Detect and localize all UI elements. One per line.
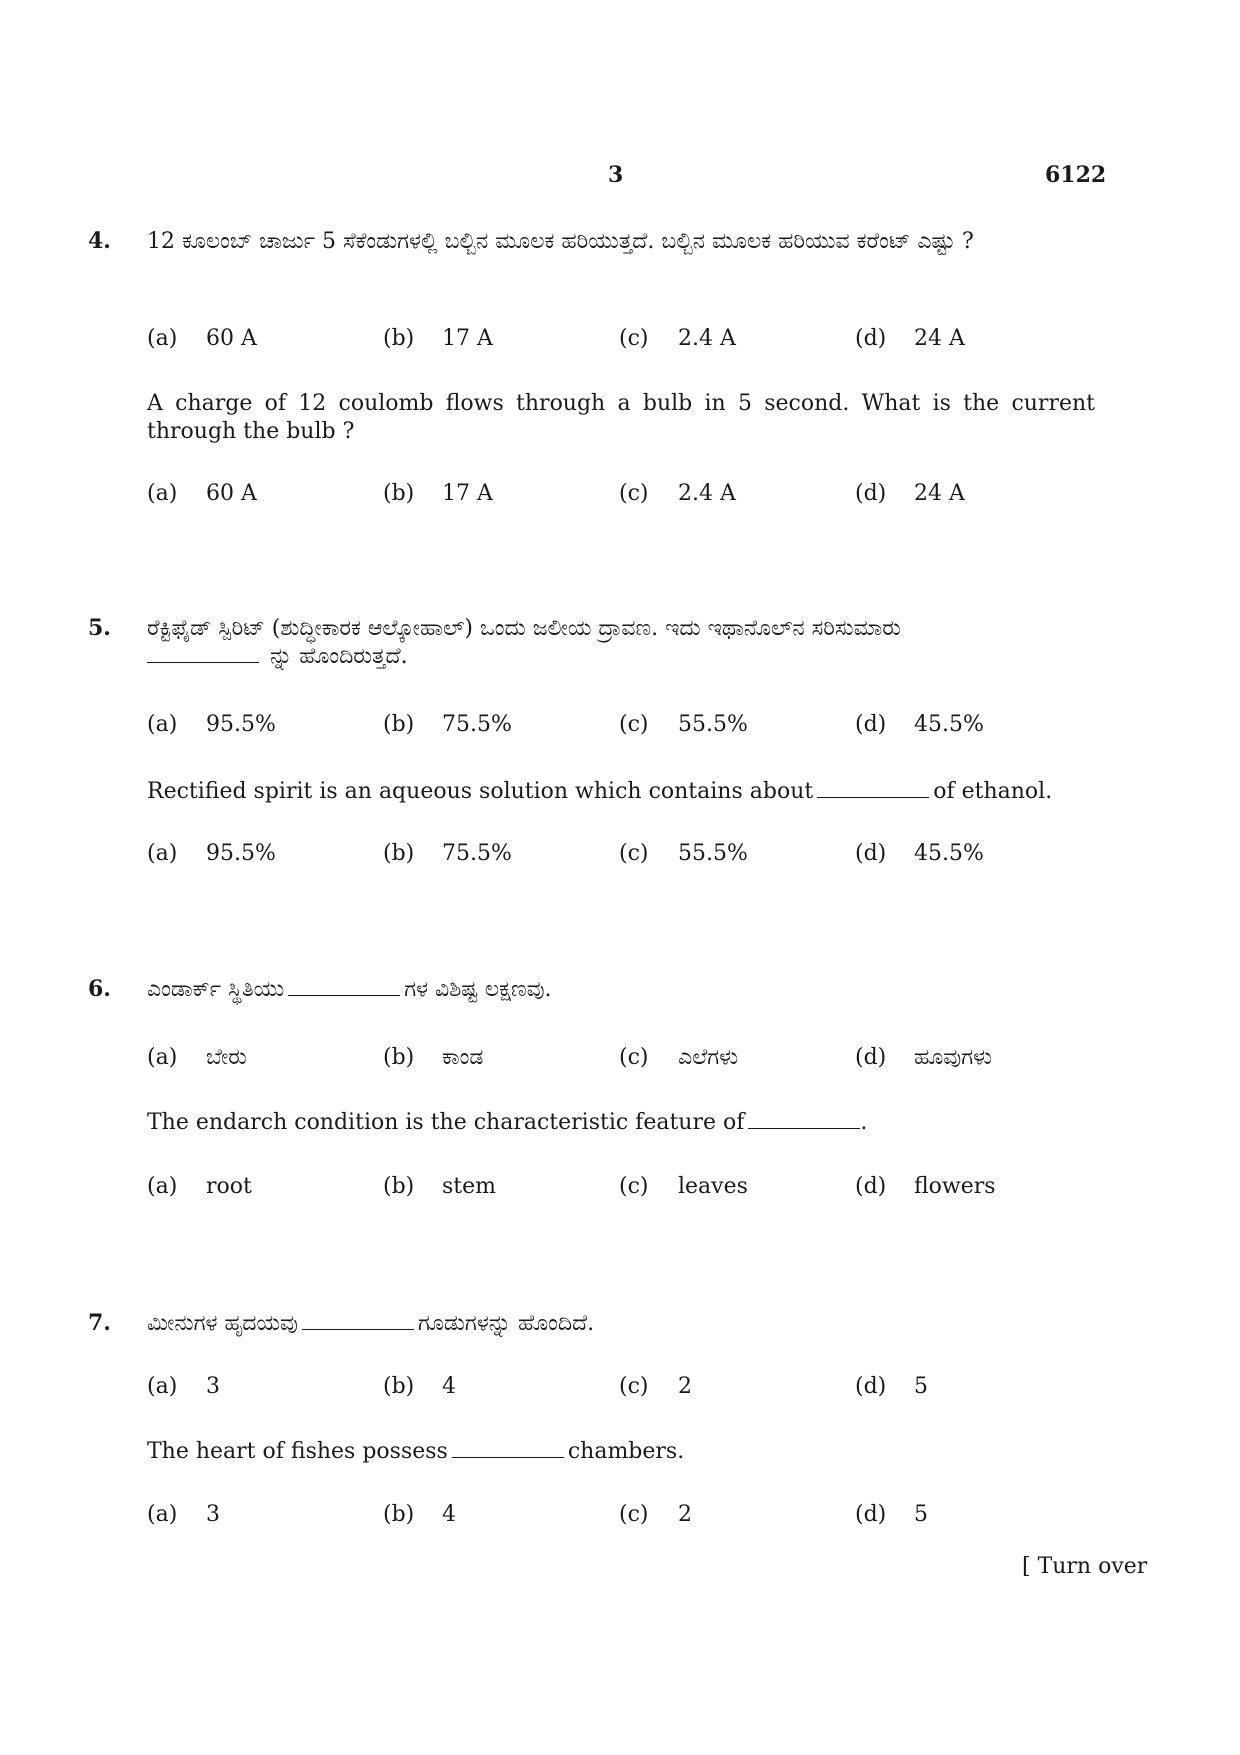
options-row-kannada — [147, 326, 1107, 356]
option-d: (d) 5 — [855, 1502, 928, 1527]
options-row-kannada — [147, 1374, 1107, 1404]
question-number: 7. — [88, 1310, 111, 1336]
answer-blank — [302, 1311, 414, 1330]
option-b: (b) 75.5% — [383, 841, 512, 866]
answer-blank — [288, 977, 400, 996]
option-d: (d) 5 — [855, 1374, 928, 1399]
option-a: (a) ಬೇರು — [147, 1045, 247, 1070]
question-english-text: A charge of 12 coulomb flows through a bulb in 5 second. What is the current through the bulb ? — [147, 391, 1095, 444]
question-kannada-text: ಎಂಡಾರ್ಕ್ ಸ್ಥಿತಿಯು ಗಳ ವಿಶಿಷ್ಟ ಲಕ್ಷಣವು. — [147, 977, 552, 1002]
option-c: (c) 2 — [619, 1374, 692, 1399]
option-d: (d) 24 A — [855, 326, 965, 351]
question-kannada-text: 12 ಕೂಲಂಬ್ ಚಾರ್ಜು 5 ಸೆಕೆಂಡುಗಳಲ್ಲಿ ಬಲ್ಬಿನ ಮೂಲಕ ಹರಿಯುತ್ತದೆ. ಬಲ್ಬಿನ ಮೂಲಕ ಹರಿಯುವ ಕರೆಂಟ್ ಎಷ್ಟು ? — [147, 229, 974, 254]
options-row-english — [147, 1174, 1107, 1204]
question-kannada-text: ರೆಕ್ಟಿಫೈಡ್ ಸ್ಪಿರಿಟ್ (ಶುದ್ಧೀಕಾರಕ ಆಲ್ಕೋಹಾಲ್) ಒಂದು ಜಲೀಯ ದ್ರಾವಣ. ಇದು ಇಥಾನೊಲ್‌ನ ಸರಿಸುಮಾರು ನ್ನು ಹೊಂದಿರುತ್ತದೆ. — [147, 616, 901, 669]
answer-blank — [452, 1439, 564, 1458]
option-a: (a) 95.5% — [147, 712, 276, 737]
option-c: (c) 2 — [619, 1502, 692, 1527]
options-row-kannada — [147, 1045, 1107, 1075]
answer-blank — [748, 1110, 860, 1129]
option-c: (c) 55.5% — [619, 841, 748, 866]
option-a: (a) 3 — [147, 1502, 220, 1527]
option-b: (b) ಕಾಂಡ — [383, 1045, 484, 1070]
options-row-english — [147, 1502, 1107, 1532]
option-c: (c) ಎಲೆಗಳು — [619, 1045, 739, 1070]
option-b: (b) 75.5% — [383, 712, 512, 737]
paper-code: 6122 — [1045, 162, 1107, 188]
option-d: (d) flowers — [855, 1174, 996, 1199]
option-d: (d) 45.5% — [855, 841, 984, 866]
options-row-english — [147, 481, 1107, 511]
option-d: (d) 45.5% — [855, 712, 984, 737]
question-english-text: The heart of fishes possess chambers. — [147, 1439, 685, 1464]
question-number: 6. — [88, 976, 111, 1002]
option-a: (a) root — [147, 1174, 252, 1199]
answer-blank — [817, 779, 929, 798]
question-number: 5. — [88, 615, 111, 641]
question-number: 4. — [88, 228, 111, 254]
question-kannada-text: ಮೀನುಗಳ ಹೃದಯವು ಗೂಡುಗಳನ್ನು ಹೊಂದಿದೆ. — [147, 1311, 595, 1336]
option-c: (c) 2.4 A — [619, 326, 736, 351]
option-d: (d) 24 A — [855, 481, 965, 506]
option-a: (a) 3 — [147, 1374, 220, 1399]
option-d: (d) ಹೂವುಗಳು — [855, 1045, 993, 1070]
turn-over-note: [ Turn over — [1022, 1554, 1148, 1579]
option-a: (a) 60 A — [147, 326, 257, 351]
option-b: (b) stem — [383, 1174, 497, 1199]
option-c: (c) 2.4 A — [619, 481, 736, 506]
question-english-text: The endarch condition is the characteristic feature of . — [147, 1110, 868, 1135]
option-b: (b) 4 — [383, 1374, 456, 1399]
option-b: (b) 17 A — [383, 481, 493, 506]
option-a: (a) 60 A — [147, 481, 257, 506]
page-number: 3 — [608, 162, 624, 188]
option-c: (c) 55.5% — [619, 712, 748, 737]
option-c: (c) leaves — [619, 1174, 748, 1199]
options-row-english — [147, 841, 1107, 871]
option-b: (b) 4 — [383, 1502, 456, 1527]
option-a: (a) 95.5% — [147, 841, 276, 866]
options-row-kannada — [147, 712, 1107, 742]
question-english-text: Rectified spirit is an aqueous solution which contains about of ethanol. — [147, 779, 1053, 804]
option-b: (b) 17 A — [383, 326, 493, 351]
answer-blank — [147, 644, 259, 663]
